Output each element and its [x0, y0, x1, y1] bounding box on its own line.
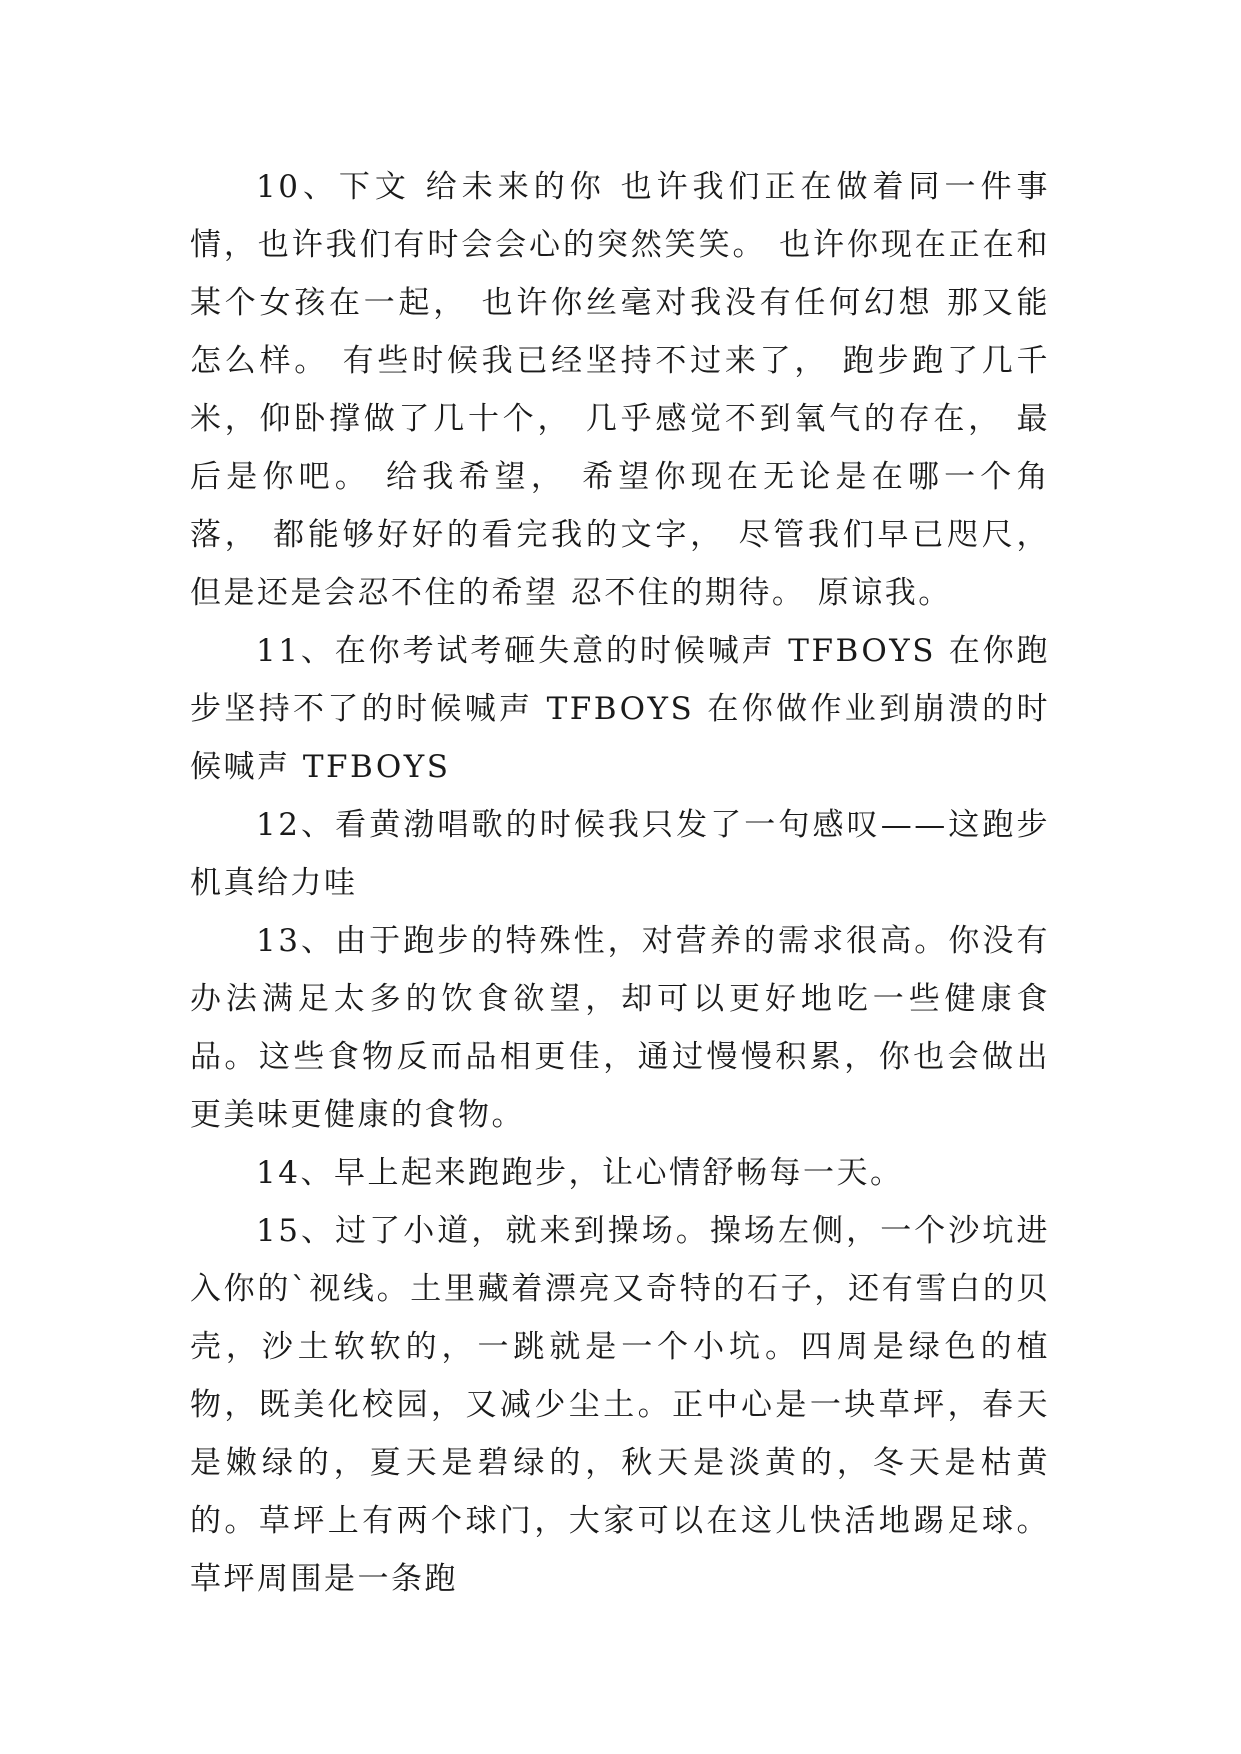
paragraph-15: 15、过了小道，就来到操场。操场左侧，一个沙坑进入你的`视线。土里藏着漂亮又奇特的石子，还有雪白的贝壳，沙土软软的，一跳就是一个小坑。四周是绿色的植物，既美化校园，又减少尘土。正中心是一块草坪，春天是嫩绿的，夏天是碧绿的，秋天是淡黄的，冬天是枯黄的。草坪上有两个球门，大家可以在这儿快活地踢足球。草坪周围是一条跑 — [190, 1213, 1050, 1597]
document-body — [190, 158, 1050, 1608]
paragraph-13: 13、由于跑步的特殊性，对营养的需求很高。你没有办法满足太多的饮食欲望，却可以更好地吃一些健康食品。这些食物反而品相更佳，通过慢慢积累，你也会做出更美味更健康的食物。 — [190, 923, 1050, 1133]
paragraph-14: 14、早上起来跑跑步，让心情舒畅每一天。 — [256, 1155, 904, 1191]
paragraph-12: 12、看黄渤唱歌的时候我只发了一句感叹——这跑步机真给力哇 — [190, 807, 1050, 901]
paragraph-10: 10、下文 给未来的你 也许我们正在做着同一件事情，也许我们有时会会心的突然笑笑。 也许你现在正在和某个女孩在一起， 也许你丝毫对我没有任何幻想 那又能怎么样。 有些时候我已经坚持不过来了， 跑步跑了几千米，仰卧撑做了几十个， 几乎感觉不到氧气的存在， 最后是你吧。 给我希望， 希望你现在无论是在哪一个角落， 都能够好好的看完我的文字， 尽管我们早已咫尺， 但是还是会忍不住的希望 忍不住的期待。 原谅我。 — [190, 169, 1050, 611]
paragraph-11: 11、在你考试考砸失意的时候喊声 TFBOYS 在你跑步坚持不了的时候喊声 TFBOYS 在你做作业到崩溃的时候喊声 TFBOYS — [190, 633, 1050, 785]
